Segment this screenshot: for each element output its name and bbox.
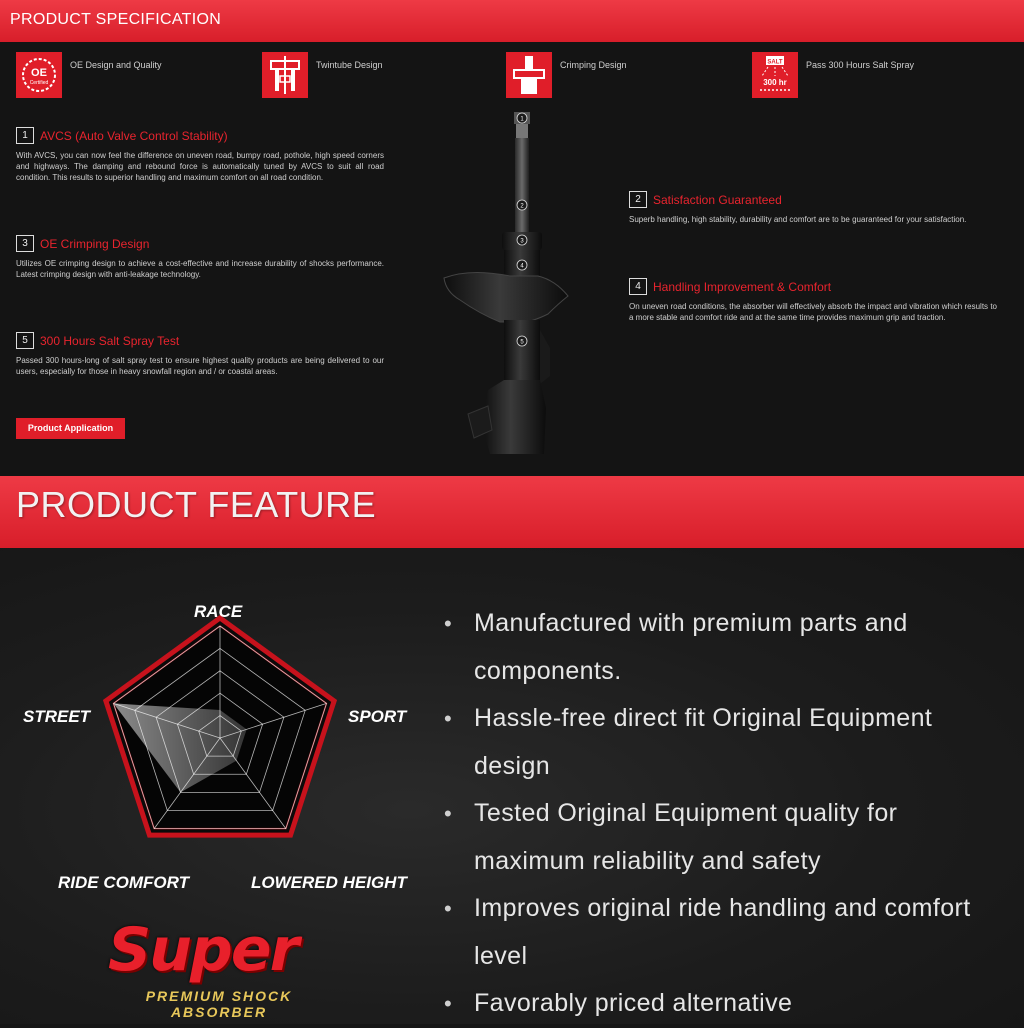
feature-bullets — [440, 600, 1010, 1028]
spec-header — [0, 0, 1024, 42]
feature-number: 5 — [16, 332, 34, 349]
feature-title: OE Crimping Design — [40, 236, 150, 251]
feature-handling — [629, 278, 997, 323]
radar-label-ride-comfort: RIDE COMFORT — [58, 873, 189, 892]
feature-title: AVCS (Auto Valve Control Stability) — [40, 128, 228, 143]
feature-body: Utilizes OE crimping design to achieve a cost-effective and increase durability of shocks performance. Latest crimping design with anti-leakage technology. — [16, 259, 384, 279]
feature-body: Superb handling, high stability, durability and comfort are to be guaranteed for your satisfaction. — [629, 215, 967, 224]
product-application-button[interactable]: Product Application — [16, 418, 125, 439]
shock-marker-1: 1 — [520, 116, 524, 123]
feature-number: 4 — [629, 278, 647, 295]
badge-label-twintube: Twintube Design — [316, 60, 383, 70]
feature-body: On uneven road conditions, the absorber will effectively absorb the impact and vibration which results to a more stable and comfort ride and at the same time provides maximum grip and traction. — [629, 302, 997, 322]
feature-number: 1 — [16, 127, 34, 144]
feature-title: 300 Hours Salt Spray Test — [40, 333, 180, 348]
spec-title: PRODUCT SPECIFICATION — [10, 11, 222, 28]
oe-certified-icon — [16, 52, 62, 98]
feature-title: Handling Improvement & Comfort — [653, 279, 832, 294]
feature-body: With AVCS, you can now feel the difference on uneven road, bumpy road, pothole, high speed corners and highways. The damping and rebound force is automatically tuned by AVCS to suit all road condition. This results to superior handling and maximum comfort on all road condition. — [16, 151, 384, 182]
badge-crimping — [506, 52, 627, 98]
badge-salt — [752, 52, 914, 98]
badge-label-crimping: Crimping Design — [560, 60, 627, 70]
twintube-icon — [262, 52, 308, 98]
shock-absorber-image — [430, 108, 580, 472]
radar-label-lowered-height: LOWERED HEIGHT — [251, 873, 407, 892]
logo-subtitle-line2: ABSORBER — [170, 1004, 268, 1020]
shock-marker-5: 5 — [520, 339, 524, 346]
crimping-icon — [506, 52, 552, 98]
badge-oe — [16, 52, 162, 98]
feature-satisfaction — [629, 191, 997, 225]
oe-icon-sub: Certified — [29, 80, 49, 86]
oe-icon-text: OE — [31, 67, 47, 79]
feature-crimping — [16, 235, 384, 280]
feature-number: 3 — [16, 235, 34, 252]
feature-title: Satisfaction Guaranteed — [653, 192, 782, 207]
badge-twintube — [262, 52, 383, 98]
salt-icon-text: SALT — [767, 59, 783, 66]
radar-label-street: STREET — [23, 707, 91, 726]
feature-header — [0, 476, 1024, 548]
feature-number: 2 — [629, 191, 647, 208]
badge-label-oe: OE Design and Quality — [70, 60, 162, 70]
bullet-item: • Favorably priced alternative — [440, 980, 1010, 1028]
shock-marker-2: 2 — [520, 203, 524, 210]
feature-title-heading: PRODUCT FEATURE — [16, 484, 377, 525]
logo-subtitle-line1: PREMIUM SHOCK — [145, 988, 293, 1004]
super-logo: Super — [108, 915, 298, 985]
salt-spray-icon — [752, 52, 798, 98]
radar-label-race: RACE — [194, 602, 243, 621]
bullet-item: • Manufactured with premium parts and components. — [440, 600, 1010, 695]
feature-avcs — [16, 127, 384, 183]
shock-marker-3: 3 — [520, 238, 524, 245]
bullet-item: • Improves original ride handling and comfort level — [440, 885, 1010, 980]
salt-icon-sub: 300 hr — [763, 78, 787, 87]
feature-salt-spray — [16, 332, 384, 377]
bullet-item: • Tested Original Equipment quality for maximum reliability and safety — [440, 790, 1010, 885]
shock-marker-4: 4 — [520, 263, 524, 270]
badge-label-salt: Pass 300 Hours Salt Spray — [806, 60, 915, 70]
radar-label-sport: SPORT — [348, 707, 407, 726]
radar-chart — [60, 600, 390, 880]
bullet-item: • Hassle-free direct fit Original Equipment design — [440, 695, 1010, 790]
feature-body: Passed 300 hours-long of salt spray test to ensure highest quality products are being delivered to our users, especially for those in heavy snowfall region and / or coastal areas. — [16, 356, 384, 376]
